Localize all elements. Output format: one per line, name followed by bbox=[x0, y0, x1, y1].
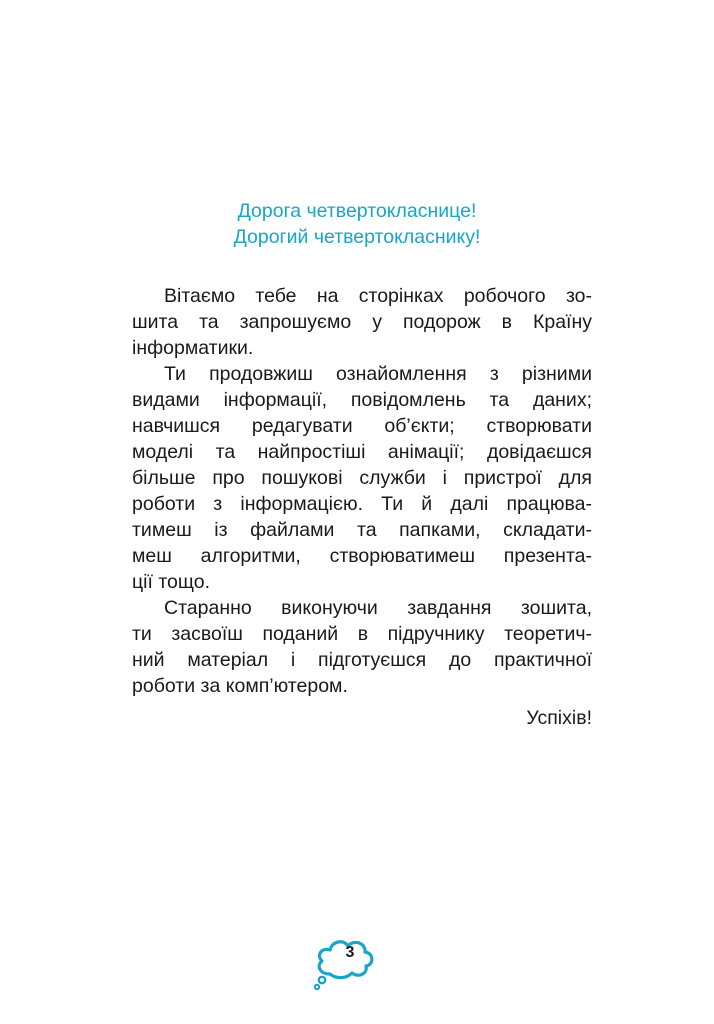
page-number: 3 bbox=[345, 944, 355, 961]
text-line: Вітаємо тебе на сторінках робочого зо- bbox=[164, 285, 592, 307]
closing-text: Успіхів! bbox=[526, 707, 592, 729]
text-line: інформатики. bbox=[132, 337, 254, 359]
text-line: Ти продовжиш ознайомлення з різними bbox=[164, 363, 592, 385]
page-number-badge bbox=[308, 928, 380, 992]
text-line: ний матеріал і підготуєшся до практичної bbox=[132, 649, 592, 671]
text-line: тимеш із файлами та папками, складати- bbox=[132, 519, 592, 541]
text-line: видами інформації, повідомлень та даних; bbox=[132, 389, 592, 411]
text-line: меш алгоритми, створюватимеш презента- bbox=[132, 545, 592, 567]
text-line: навчишся редагувати об’єкти; створювати bbox=[132, 415, 592, 437]
text-line: більше про пошукові служби і пристрої для bbox=[132, 467, 592, 489]
text-line: роботи з інформацією. Ти й далі працюва- bbox=[132, 493, 592, 515]
text-line: шита та запрошуємо у подорож в Країну bbox=[132, 311, 592, 333]
text-line: роботи за комп’ютером. bbox=[132, 675, 348, 697]
text-line: ції тощо. bbox=[132, 571, 210, 593]
greeting-line-1: Дорога четвертокласнице! bbox=[237, 200, 477, 222]
greeting-line-2: Дорогий четвертокласнику! bbox=[233, 226, 481, 248]
text-line: ти засвоїш поданий в підручнику теоретич- bbox=[132, 623, 592, 645]
text-line: Старанно виконуючи завдання зошита, bbox=[164, 597, 592, 619]
text-line: моделі та найпростіші анімації; довідаєшся bbox=[132, 441, 592, 463]
